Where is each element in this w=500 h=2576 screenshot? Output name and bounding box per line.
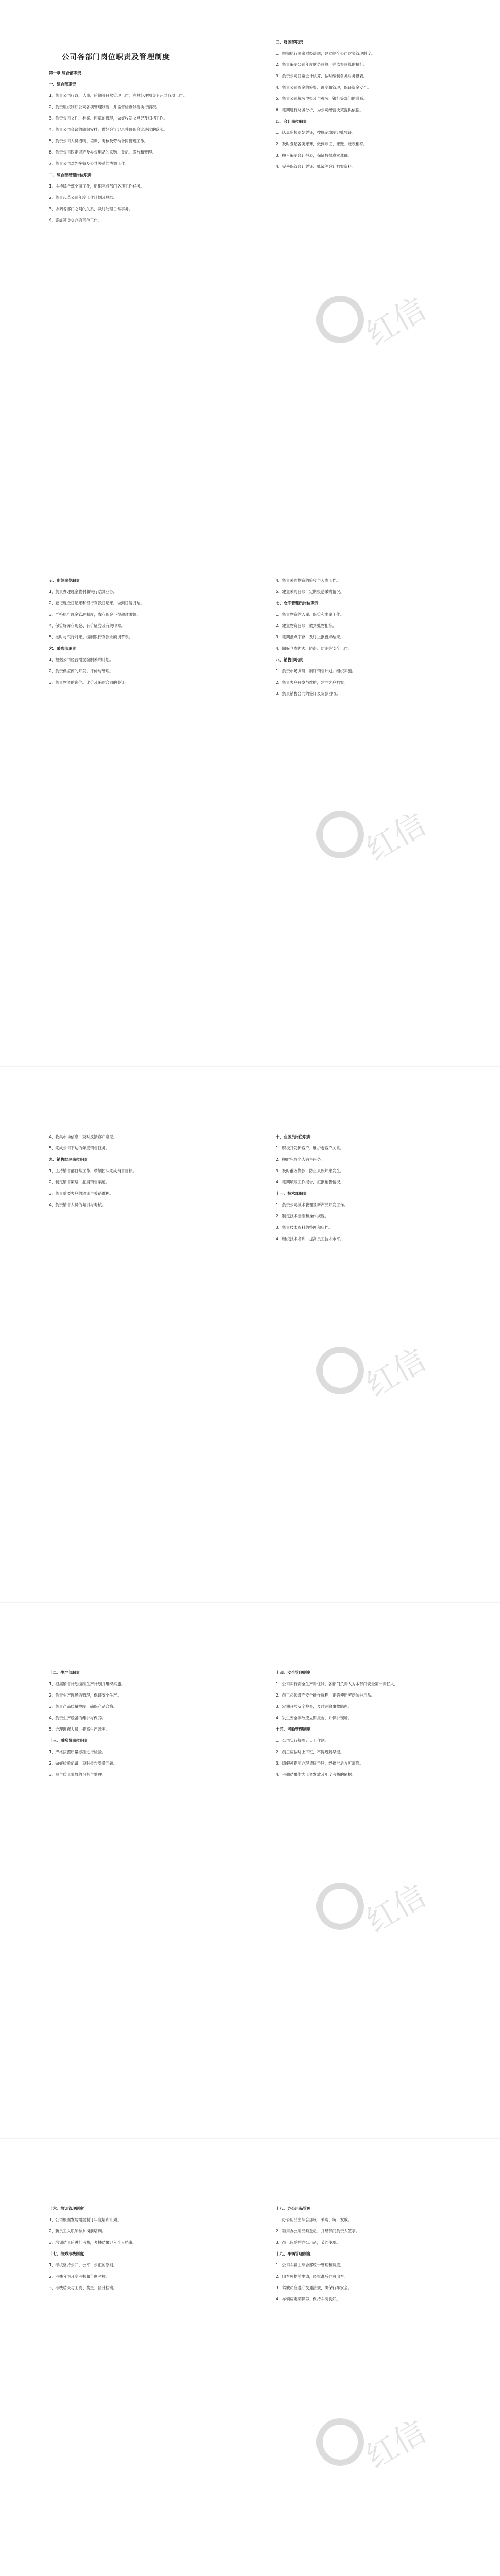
paragraph: 2、新员工入职须参加岗前培训。 — [49, 2229, 106, 2233]
paragraph: 1、严格按照质量标准进行检验。 — [49, 1750, 106, 1754]
paragraph: 3、考核结果与工资、奖金、晋升挂钩。 — [49, 2285, 118, 2290]
paragraph: 3、请假须提前办理请假手续，经批准后方可离岗。 — [276, 1761, 363, 1766]
page-divider — [0, 1066, 500, 1067]
paragraph: 2、负责生产现场的管理，保证安全生产。 — [49, 1693, 121, 1698]
paragraph: 六、采购部职责 — [49, 646, 76, 651]
watermark-logo — [309, 773, 433, 896]
paragraph: 1、办公用品由综合部统一采购、统一发放。 — [276, 2217, 352, 2222]
paragraph: 3、负责公司文件、档案、印章的管理，做好收发文登记及归档工作。 — [49, 116, 168, 121]
page-5-left-column — [49, 2205, 219, 2296]
paragraph: 十六、培训管理制度 — [49, 2206, 84, 2211]
paragraph: 一、综合部职责 — [49, 82, 76, 87]
paragraph: 1、积极开发新客户，维护老客户关系。 — [276, 1146, 344, 1150]
paragraph: 2、登记现金日记账和银行存款日记账，做到日清月结。 — [49, 601, 144, 605]
paragraph: 2、负责供应商的开发、评价与管理。 — [49, 669, 113, 673]
paragraph: 4、负责采购物资的验收与入库工作。 — [276, 578, 340, 583]
paragraph: 2、考核分为月度考核和年度考核。 — [49, 2274, 110, 2279]
page-1-left-column — [49, 70, 219, 228]
paragraph: 5、按时与银行对账，编制银行存款余额调节表。 — [49, 635, 133, 639]
paragraph: 3、协调各部门之间的关系，及时处理日常事务。 — [49, 207, 133, 211]
paragraph: 1、负责市场调研，制订销售计划并组织实施。 — [276, 669, 356, 673]
paragraph: 4、负责销售人员的培训与考核。 — [49, 1202, 106, 1207]
paragraph: 十三、质检员岗位职责 — [49, 1738, 88, 1743]
paragraph: 十五、考勤管理制度 — [276, 1727, 311, 1732]
paragraph: 2、员工应按时上下班，不得迟到早退。 — [276, 1750, 344, 1754]
paragraph: 4、车辆应定期保养，保持车况良好。 — [276, 2297, 340, 2301]
paragraph: 2、负责客户开发与维护，建立客户档案。 — [276, 680, 348, 685]
paragraph: 3、负责技术资料的整理和归档。 — [276, 1225, 332, 1230]
paragraph: 2、建立物资台账，做到账物相符。 — [276, 623, 337, 628]
paragraph: 4、组织技术培训，提高员工技术水平。 — [276, 1236, 344, 1241]
paragraph: 5、建立采购台账，定期报送采购情况。 — [276, 589, 344, 594]
paragraph: 3、负责公司日常会计核算，按时编制各类财务报表。 — [276, 74, 368, 78]
paragraph: 十一、技术部职责 — [276, 1191, 307, 1196]
paragraph: 4、定期填写工作报告，汇报销售情况。 — [276, 1180, 344, 1184]
paragraph: 2、制定销售策略，拓展销售渠道。 — [49, 1180, 110, 1184]
paragraph: 第一章 综合部职责 — [49, 71, 81, 75]
paragraph: 3、定期开展安全检查，及时消除事故隐患。 — [276, 1704, 352, 1709]
paragraph: 2、及时登记各类账簿，做到账证、账账、账表相符。 — [276, 142, 368, 146]
paragraph: 七、仓库管理员岗位职责 — [276, 601, 319, 605]
paragraph: 4、负责公司会议的组织安排，做好会议记录并督促会议决议的落实。 — [49, 127, 168, 132]
paragraph: 3、参与质量事故的分析与处理。 — [49, 1772, 106, 1777]
page-5-right-column — [276, 2205, 446, 2307]
page-3-left-column — [49, 1133, 219, 1213]
paragraph: 2、领用办公用品须登记，并经部门负责人签字。 — [276, 2229, 360, 2233]
paragraph: 3、严格执行现金管理制度，库存现金不得超过限额。 — [49, 612, 141, 617]
paragraph: 五、出纳岗位职责 — [49, 578, 80, 583]
paragraph: 3、驾驶员应遵守交通法规，确保行车安全。 — [276, 2285, 352, 2290]
svg-text:红信: 红信 — [360, 1877, 432, 1940]
paragraph: 1、负责办理现金收付和银行结算业务。 — [49, 589, 118, 594]
paragraph: 4、妥善保管会计凭证、账簿等会计档案资料。 — [276, 164, 356, 169]
page-divider — [0, 2138, 500, 2139]
paragraph: 2、制定技术标准和操作规程。 — [276, 1214, 329, 1218]
watermark-logo — [309, 2380, 433, 2504]
page-3-right-column — [276, 1133, 446, 1247]
paragraph: 1、主持综合部全面工作，组织完成部门各项工作任务。 — [49, 184, 144, 189]
paragraph: 4、保管好库存现金、有价证券及有关印章。 — [49, 623, 125, 628]
paragraph: 1、公司实行每周五天工作制。 — [276, 1738, 329, 1743]
paragraph: 2、员工必须遵守安全操作规程，正确使用劳动防护用品。 — [276, 1693, 375, 1698]
paragraph: 1、负责公司行政、人事、后勤等日常管理工作，在总经理领导下开展各项工作。 — [49, 93, 187, 98]
paragraph: 1、负责公司技术管理及新产品开发工作。 — [276, 1202, 348, 1207]
document-title: 公司各部门岗位职责及管理制度 — [62, 53, 170, 61]
paragraph: 1、贯彻执行国家财经法规，建立健全公司财务管理制度。 — [276, 51, 375, 56]
paragraph: 1、根据公司经营需要编制采购计划。 — [49, 657, 113, 662]
paragraph: 3、定期盘点库存，及时上报盘点结果。 — [276, 635, 344, 639]
paragraph: 3、负责物资的询价、比价及采购合同的签订。 — [49, 680, 129, 685]
paragraph: 5、完成公司下达的年度销售任务。 — [49, 1146, 110, 1150]
paragraph: 二、综合部经理岗位职责 — [49, 173, 92, 177]
paragraph: 十八、办公用品管理 — [276, 2206, 311, 2211]
paragraph: 1、根据销售计划编制生产计划并组织实施。 — [49, 1682, 125, 1686]
paragraph: 4、考勤结果作为工资发放及年度考核的依据。 — [276, 1772, 356, 1777]
paragraph: 5、负责公司人员招聘、培训、考核及劳动合同管理工作。 — [49, 139, 148, 143]
paragraph: 十二、生产部职责 — [49, 1670, 80, 1675]
svg-text:红信: 红信 — [360, 2413, 432, 2476]
paragraph: 八、销售部职责 — [276, 657, 303, 662]
paragraph: 3、负责产品质量控制，确保产品合格。 — [49, 1704, 118, 1709]
paragraph: 1、主持销售部日常工作，带领团队完成销售目标。 — [49, 1168, 137, 1173]
svg-text:红信: 红信 — [360, 1342, 432, 1404]
page-4-right-column — [276, 1669, 446, 1783]
paragraph: 3、按月编制会计报表，保证数据真实准确。 — [276, 153, 352, 158]
paragraph: 1、公司根据发展需要制订年度培训计划。 — [49, 2217, 121, 2222]
page-2-left-column — [49, 577, 219, 690]
watermark-logo — [309, 1309, 433, 1432]
paragraph: 2、按时完成个人销售任务。 — [276, 1157, 325, 1162]
paragraph: 4、收集市场信息，及时反馈客户意见。 — [49, 1134, 118, 1139]
paragraph: 4、发生安全事故应立即报告，并保护现场。 — [276, 1716, 352, 1720]
paragraph: 4、负责公司资金的筹集、调度和管理，保证资金安全。 — [276, 85, 371, 90]
paragraph: 2、负责编制公司年度财务预算，并监督预算的执行。 — [276, 62, 368, 67]
paragraph: 2、用车须提前申请，经批准后方可出车。 — [276, 2274, 348, 2279]
page-2-right-column — [276, 577, 446, 702]
svg-text:红信: 红信 — [360, 291, 432, 353]
paragraph: 十四、安全管理制度 — [276, 1670, 311, 1675]
paragraph: 6、定期进行财务分析，为公司经营决策提供依据。 — [276, 108, 363, 112]
paragraph: 十、业务员岗位职责 — [276, 1134, 311, 1139]
paragraph: 1、公司实行安全生产责任制，各部门负责人为本部门安全第一责任人。 — [276, 1682, 398, 1686]
paragraph: 6、负责公司固定资产及办公用品的采购、登记、发放和管理。 — [49, 150, 156, 155]
page-4-left-column — [49, 1669, 219, 1783]
paragraph: 5、负责公司税务申报及与税务、银行等部门的联系。 — [276, 96, 368, 101]
paragraph: 2、做好检验记录，及时报告质量问题。 — [49, 1761, 118, 1766]
watermark-logo — [309, 258, 433, 381]
paragraph: 2、负责起草公司年度工作计划及总结。 — [49, 195, 118, 200]
page-divider — [0, 1602, 500, 1603]
page-1-right-column — [276, 39, 446, 175]
paragraph: 十九、车辆管理制度 — [276, 2251, 311, 2256]
paragraph: 1、负责物资的入库、保管和出库工作。 — [276, 612, 344, 617]
paragraph: 三、财务部职责 — [276, 40, 303, 44]
paragraph: 四、会计岗位职责 — [276, 119, 307, 124]
paragraph: 3、负责销售合同的签订及货款回收。 — [276, 691, 340, 696]
paragraph: 4、做好仓库防火、防盗、防潮等安全工作。 — [276, 646, 352, 651]
paragraph: 2、负责组织制订公司各项管理制度，并监督检查制度执行情况。 — [49, 105, 160, 109]
svg-text:红信: 红信 — [360, 806, 432, 869]
paragraph: 4、完成领导交办的其他工作。 — [49, 218, 102, 223]
paragraph: 1、公司车辆由综合部统一管理和调度。 — [276, 2263, 344, 2267]
paragraph: 4、负责生产设备的维护与保养。 — [49, 1716, 106, 1720]
paragraph: 十七、绩效考核制度 — [49, 2251, 84, 2256]
paragraph: 7、负责公司对外接待及公共关系的协调工作。 — [49, 161, 129, 166]
watermark-logo — [309, 1844, 433, 1968]
paragraph: 1、认真审核原始凭证，按规定填制记账凭证。 — [276, 130, 356, 135]
paragraph: 九、销售经理岗位职责 — [49, 1157, 88, 1162]
paragraph: 5、合理调配人员，提高生产效率。 — [49, 1727, 110, 1732]
paragraph: 1、考核坚持公开、公平、公正的原则。 — [49, 2263, 118, 2267]
paragraph: 3、负责重要客户的洽谈与关系维护。 — [49, 1191, 113, 1196]
paragraph: 3、及时催收货款，防止呆账坏账发生。 — [276, 1168, 344, 1173]
paragraph: 3、培训结束后进行考核，考核结果记入个人档案。 — [49, 2240, 137, 2245]
paragraph: 3、员工应爱护办公用品，节约使用。 — [276, 2240, 340, 2245]
